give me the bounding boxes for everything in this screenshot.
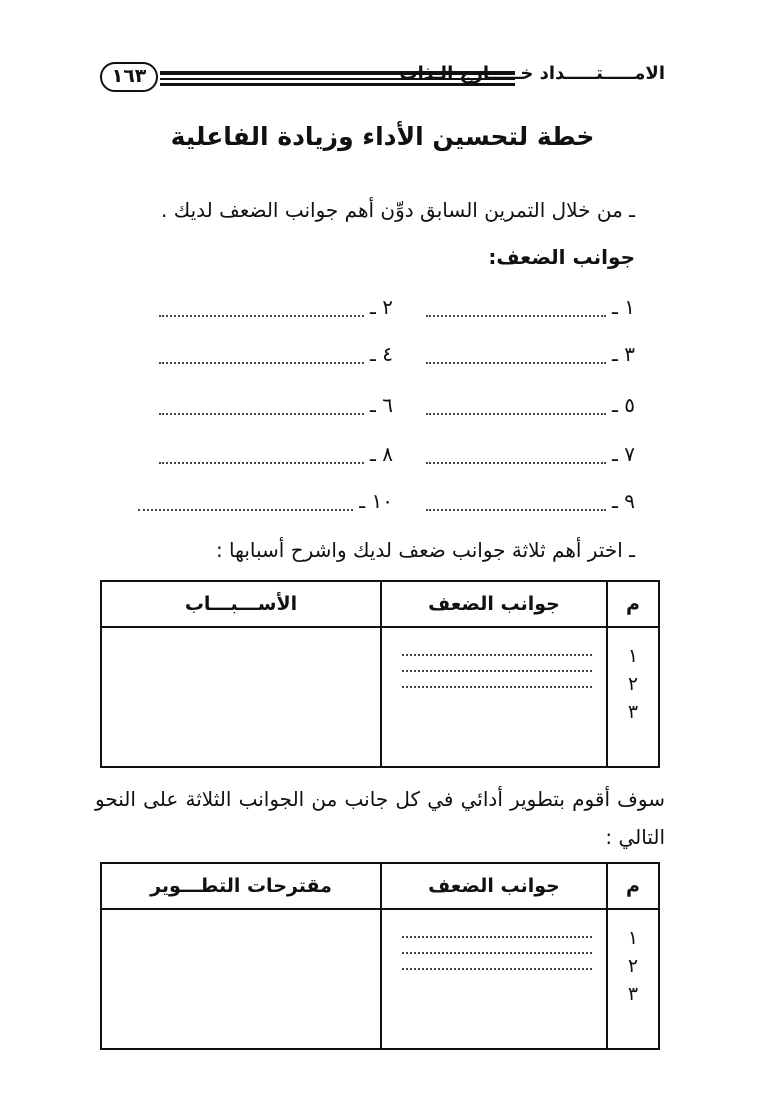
fill-item[interactable]: ٩ ـ: [426, 489, 635, 513]
header-weaknesses: جوانب الضعف: [381, 581, 607, 627]
header-causes: الأســـبـــاب: [101, 581, 381, 627]
development-paragraph: سوف أقوم بتطوير أدائي في كل جانب من الجوانب الثلاثة على النحو التالي :: [95, 787, 665, 849]
fill-item[interactable]: ١ ـ: [426, 295, 635, 319]
weaknesses-cell[interactable]: [381, 627, 607, 767]
fill-item[interactable]: ٨ ـ: [159, 442, 393, 466]
page-number: ١٦٣: [100, 62, 158, 92]
improvement-table: [100, 862, 660, 1050]
row-numbers: ١ ٢ ٣: [607, 909, 659, 1049]
fill-item[interactable]: ٥ ـ: [426, 393, 635, 417]
causes-table: [100, 580, 660, 768]
header-suggestions: مقترحات التطـــوير: [101, 863, 381, 909]
instruction-2: ـ اختر أهم ثلاثة جوانب ضعف لديك واشرح أسبابها :: [215, 538, 635, 562]
page-title: خطة لتحسين الأداء وزيادة الفاعلية: [170, 122, 595, 151]
header-number: م: [607, 581, 659, 627]
fill-item[interactable]: ٧ ـ: [426, 442, 635, 466]
weaknesses-heading: جوانب الضعف:: [488, 245, 635, 269]
header-weaknesses: جوانب الضعف: [381, 863, 607, 909]
fill-item[interactable]: ٤ ـ: [159, 342, 393, 366]
instruction-1: ـ من خلال التمرين السابق دوِّن أهم جوانب الضعف لديك .: [161, 198, 635, 222]
fill-item[interactable]: ٣ ـ: [426, 342, 635, 366]
weaknesses-cell[interactable]: [381, 909, 607, 1049]
running-title: الامـــــتـــــداد خـــــارج الـذات: [399, 63, 665, 84]
causes-cell[interactable]: [101, 627, 381, 767]
running-header: [100, 62, 665, 96]
fill-item[interactable]: ٢ ـ: [159, 295, 393, 319]
fill-item[interactable]: ١٠ ـ: [138, 489, 393, 513]
fill-item[interactable]: ٦ ـ: [159, 393, 393, 417]
row-numbers: ١ ٢ ٣: [607, 627, 659, 767]
header-number: م: [607, 863, 659, 909]
suggestions-cell[interactable]: [101, 909, 381, 1049]
